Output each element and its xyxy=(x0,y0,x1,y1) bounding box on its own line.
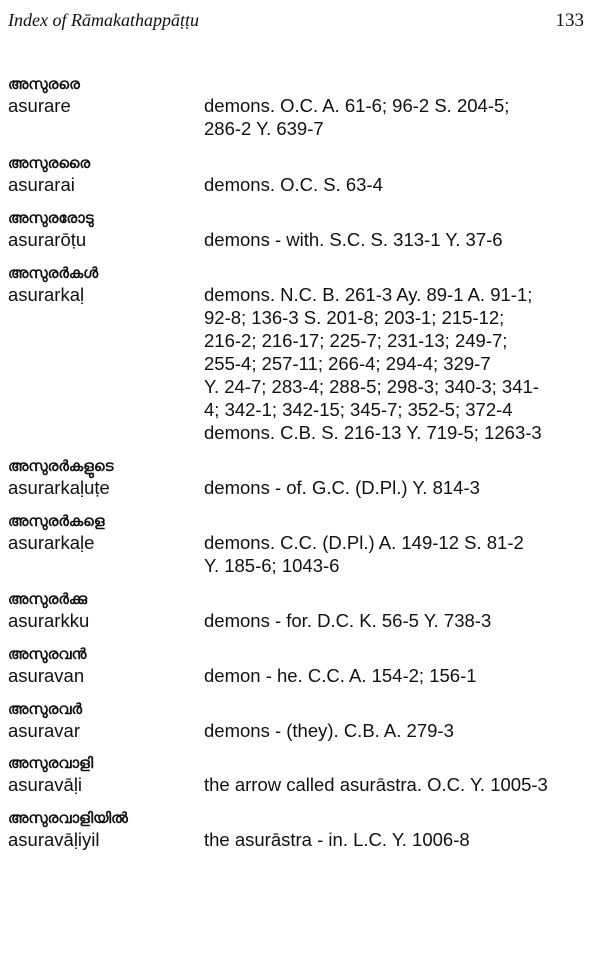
gloss-line: demon - he. C.C. A. 154-2; 156-1 xyxy=(204,665,477,686)
index-entry xyxy=(8,208,588,251)
gloss-line: the arrow called asurāstra. O.C. Y. 1005-3 xyxy=(204,774,548,795)
headword-transliteration: asurarkaḷuṭe xyxy=(8,477,110,498)
headword-malayalam: അസുരരൈ xyxy=(8,154,91,172)
headword-malayalam: അസുരർകളുടെ xyxy=(8,457,114,475)
gloss-references xyxy=(204,94,588,140)
headword-malayalam: അസുരവർ xyxy=(8,700,83,718)
headword-transliteration: asurarkaḷe xyxy=(8,532,95,553)
headword-transliteration: asuravāḷiyil xyxy=(8,829,100,850)
gloss-line: 286-2 Y. 639-7 xyxy=(204,118,324,139)
gloss-references xyxy=(204,773,588,796)
gloss-line: demons - of. G.C. (D.Pl.) Y. 814-3 xyxy=(204,477,480,498)
gloss-references xyxy=(204,609,588,632)
gloss-references xyxy=(204,828,588,851)
gloss-line: 255-4; 257-11; 266-4; 294-4; 329-7 xyxy=(204,353,491,374)
gloss-references xyxy=(204,476,588,499)
headword-transliteration: asurarai xyxy=(8,174,75,195)
headword-transliteration: asuravāḷi xyxy=(8,774,83,795)
index-entry xyxy=(8,263,588,444)
gloss-line: 92-8; 136-3 S. 201-8; 203-1; 215-12; xyxy=(204,307,505,328)
gloss-line: the asurāstra - in. L.C. Y. 1006-8 xyxy=(204,829,470,850)
gloss-line: demons. C.B. S. 216-13 Y. 719-5; 1263-3 xyxy=(204,422,542,443)
headword-transliteration: asurarkku xyxy=(8,610,90,631)
gloss-line: demons. C.C. (D.Pl.) A. 149-12 S. 81-2 xyxy=(204,532,524,553)
headword-transliteration: asurarōṭu xyxy=(8,229,87,250)
gloss-line: Y. 185-6; 1043-6 xyxy=(204,555,340,576)
running-title: Index of Rāmakathappāṭṭu xyxy=(8,10,199,30)
gloss-references xyxy=(204,531,588,577)
gloss-line: demons - with. S.C. S. 313-1 Y. 37-6 xyxy=(204,229,503,250)
entry-row xyxy=(8,609,588,632)
gloss-line: demons. N.C. B. 261-3 Ay. 89-1 A. 91-1; xyxy=(204,284,533,305)
entry-row xyxy=(8,94,588,140)
index-entry xyxy=(8,589,588,632)
headword-malayalam: അസുരരോടു xyxy=(8,209,94,227)
gloss-references xyxy=(204,283,588,444)
index-entries xyxy=(8,62,588,851)
index-entry xyxy=(8,456,588,499)
headword-malayalam: അസുരവാളിയിൽ xyxy=(8,809,128,827)
entry-row xyxy=(8,283,588,444)
headword-malayalam: അസുരർകൾ xyxy=(8,264,99,282)
entry-row xyxy=(8,828,588,851)
gloss-line: 4; 342-1; 342-15; 345-7; 352-5; 372-4 xyxy=(204,399,513,420)
entry-row xyxy=(8,773,588,796)
headword-malayalam: അസുരരെ xyxy=(8,75,80,93)
headword-transliteration: asurarkaḷ xyxy=(8,284,85,305)
page-number: 133 xyxy=(555,10,584,31)
headword-malayalam: അസുരവാളി xyxy=(8,754,94,772)
index-entry xyxy=(8,74,588,140)
gloss-line: demons. O.C. A. 61-6; 96-2 S. 204-5; xyxy=(204,95,510,116)
gloss-references xyxy=(204,664,588,687)
index-entry xyxy=(8,699,588,742)
gloss-line: demons - (they). C.B. A. 279-3 xyxy=(204,720,454,741)
page-header xyxy=(8,10,584,38)
index-entry xyxy=(8,153,588,196)
entry-row xyxy=(8,228,588,251)
gloss-references xyxy=(204,719,588,742)
headword-transliteration: asurare xyxy=(8,95,71,116)
gloss-references xyxy=(204,173,588,196)
gloss-line: 216-2; 216-17; 225-7; 231-13; 249-7; xyxy=(204,330,508,351)
headword-malayalam: അസുരർക്കു xyxy=(8,590,88,608)
headword-transliteration: asuravar xyxy=(8,720,80,741)
entry-row xyxy=(8,476,588,499)
headword-transliteration: asuravan xyxy=(8,665,85,686)
index-entry xyxy=(8,808,588,851)
gloss-line: Y. 24-7; 283-4; 288-5; 298-3; 340-3; 341- xyxy=(204,376,539,397)
entry-row xyxy=(8,173,588,196)
entry-row xyxy=(8,719,588,742)
gloss-line: demons. O.C. S. 63-4 xyxy=(204,174,383,195)
entry-row xyxy=(8,531,588,577)
headword-malayalam: അസുരർകളെ xyxy=(8,512,105,530)
index-entry xyxy=(8,644,588,687)
index-entry xyxy=(8,753,588,796)
headword-malayalam: അസുരവൻ xyxy=(8,645,87,663)
gloss-line: demons - for. D.C. K. 56-5 Y. 738-3 xyxy=(204,610,492,631)
gloss-references xyxy=(204,228,588,251)
index-entry xyxy=(8,511,588,577)
entry-row xyxy=(8,664,588,687)
